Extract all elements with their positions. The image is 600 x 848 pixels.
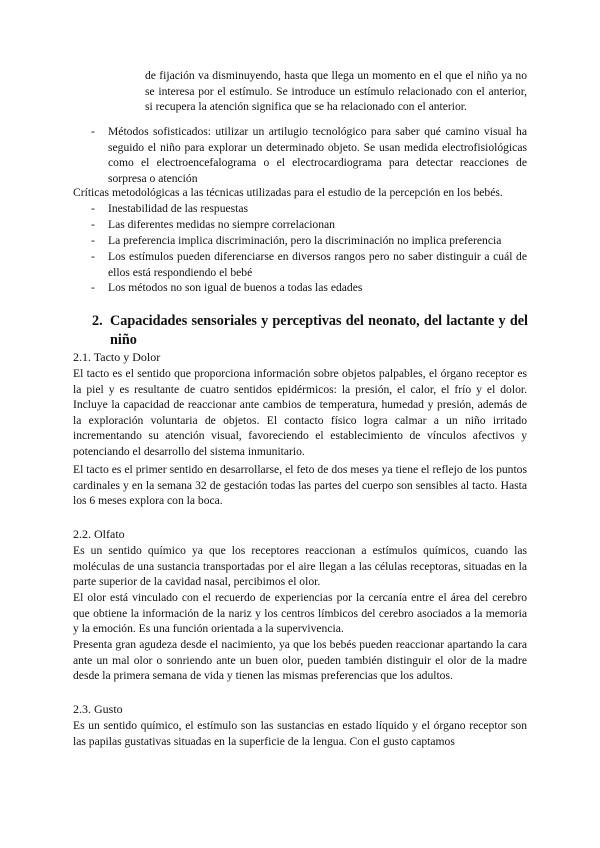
section-number: 2. — [92, 313, 103, 329]
subsection-heading-gusto: 2.3. Gusto — [73, 702, 123, 716]
list-bullet: - — [91, 250, 95, 263]
methods-list-item: Métodos sofisticados: utilizar un artilugio tecnológico para saber qué camino visual ha seguido el niño para explorar un determinado objeto. Se usan medida electrofisiológicas como el electroencefalograma o el electrocardiograma para detectar reacciones de sorpresa o atención — [108, 125, 527, 185]
olfato-paragraph-3: Presenta gran agudeza desde el nacimiento, ya que los bebés pueden reaccionar apartando la cara ante un mal olor o sonriendo ante un buen olor, pueden también distinguir el olor de la madre desde la primera semana de vida y tienen las mismas preferencias que los adultos. — [73, 638, 527, 682]
tacto-paragraph-1: El tacto es el sentido que proporciona información sobre objetos palpables, el órgano receptor es la piel y es resultante de cuatro sentidos epidérmicos: la presión, el calor, el frío y el dolor. Incluye la capacidad de reaccionar ante cambios de temperatura, humedad y presión, además de la exploración voluntaria de objetos. El contacto físico logra calmar a un niño irritado incrementando su atención visual, favoreciendo el establecimiento de vínculos afectivos y potenciando el desarrollo del sistema inmunitario. — [73, 367, 527, 458]
subsection-heading-olfato: 2.2. Olfato — [73, 527, 125, 541]
olfato-paragraph-2: El olor está vinculado con el recuerdo de experiencias por la cercanía entre el área del cerebro que obtiene la información de la nariz y los centros límbicos del cerebro asociados a la memoria y la emoción. Es una función orientada a la supervivencia. — [73, 591, 527, 635]
subsection-heading-tacto: 2.1. Tacto y Dolor — [73, 350, 161, 364]
critique-item: Las diferentes medidas no siempre correlacionan — [108, 218, 335, 231]
list-bullet: - — [91, 281, 95, 294]
gusto-paragraph-1: Es un sentido químico, el estímulo son las sustancias en estado líquido y el órgano receptor son las papilas gustativas situadas en la superficie de la lengua. Con el gusto captamos — [73, 719, 527, 748]
list-bullet: - — [91, 234, 95, 247]
list-bullet: - — [91, 218, 95, 231]
critique-item: Los métodos no son igual de buenos a todas las edades — [108, 281, 363, 294]
section-title: Capacidades sensoriales y perceptivas del neonato, del lactante y del niño — [110, 313, 528, 348]
tacto-paragraph-2: El tacto es el primer sentido en desarrollarse, el feto de dos meses ya tiene el reflejo de los puntos cardinales y en la semana 32 de gestación todas las partes del cuerpo son sensibles al tacto. Hasta los 6 meses explora con la boca. — [73, 463, 527, 507]
continuation-paragraph: de fijación va disminuyendo, hasta que llega un momento en el que el niño ya no se interesa por el estímulo. Se introduce un estímulo relacionado con el anterior, si recupera la atención significa que se ha relacionado con el anterior. — [145, 69, 527, 113]
critique-item: Inestabilidad de las respuestas — [108, 202, 249, 215]
list-bullet: - — [91, 202, 95, 215]
list-bullet: - — [91, 125, 95, 138]
critique-item: Los estímulos pueden diferenciarse en diversos rangos pero no saber distinguir a cuál de ellos está respondiendo el bebé — [108, 250, 527, 279]
critique-item: La preferencia implica discriminación, pero la discriminación no implica preferencia — [108, 234, 502, 247]
critiques-intro: Críticas metodológicas a las técnicas utilizadas para el estudio de la percepción en los bebés. — [73, 186, 503, 199]
olfato-paragraph-1: Es un sentido químico ya que los receptores reaccionan a estímulos químicos, cuando las moléculas de una sustancia transportadas por el aire llegan a las células receptoras, situadas en la parte superior de la cavidad nasal, percibimos el olor. — [73, 544, 527, 588]
